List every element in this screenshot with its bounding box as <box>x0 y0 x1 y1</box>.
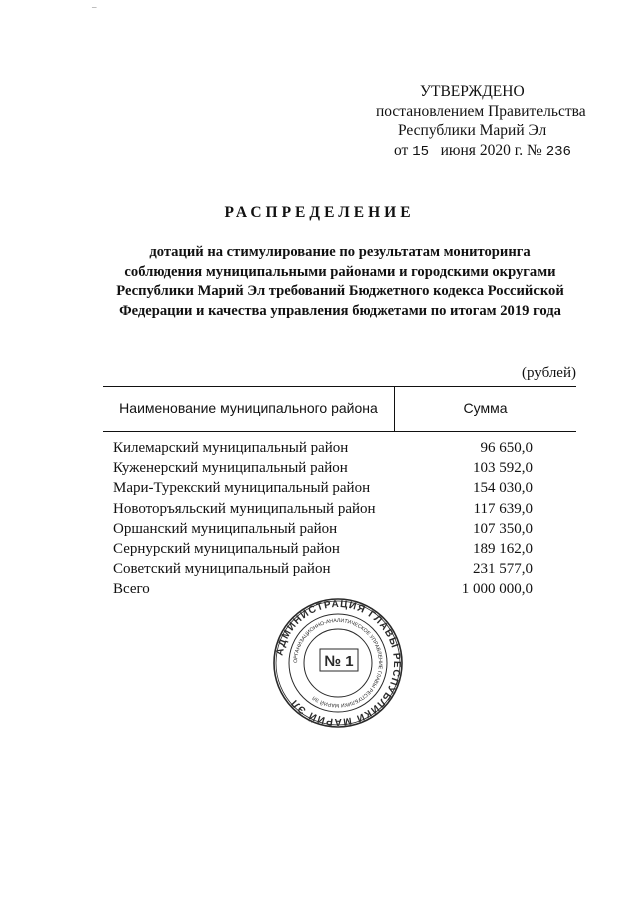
row-name: Куженерский муниципальный район <box>113 460 348 477</box>
approval-block <box>374 82 594 162</box>
official-stamp <box>272 598 404 728</box>
document-heading: РАСПРЕДЕЛЕНИЕ <box>224 204 415 221</box>
row-name: Сернурский муниципальный район <box>113 540 340 557</box>
document-subtitle <box>100 243 580 321</box>
table-row-total <box>113 579 533 599</box>
row-amount: 231 577,0 <box>473 561 533 578</box>
row-amount: 107 350,0 <box>473 520 533 537</box>
table-row <box>113 499 533 519</box>
table-body <box>113 438 533 600</box>
subtitle-line: соблюдения муниципальными районами и городскими округами <box>124 263 556 280</box>
row-name: Всего <box>113 581 150 598</box>
stamp-outer-text: АДМИНИСТРАЦИЯ ГЛАВЫ РЕСПУБЛИКИ МАРИЙ ЭЛ <box>274 598 403 728</box>
table-row <box>113 478 533 498</box>
approval-title: УТВЕРЖДЕНО <box>420 83 525 100</box>
row-name: Новоторъяльский муниципальный район <box>113 500 376 517</box>
approval-number: 236 <box>545 143 571 160</box>
row-amount: 103 592,0 <box>473 460 533 477</box>
units-label: (рублей) <box>521 365 576 381</box>
approval-date-text: июня 2020 г. № <box>440 141 542 159</box>
table-row <box>113 519 533 539</box>
row-name: Оршанский муниципальный район <box>113 520 338 537</box>
row-amount: 189 162,0 <box>473 540 533 557</box>
approval-date <box>374 141 594 163</box>
approval-date-prefix: от <box>394 141 409 159</box>
row-amount: 117 639,0 <box>473 500 533 517</box>
subtitle-line: Республики Марий Эл требований Бюджетного кодекса Российской <box>116 283 564 299</box>
row-name: Килемарский муниципальный район <box>113 440 349 456</box>
table-row <box>113 539 533 559</box>
corner-mark: – <box>92 2 97 12</box>
row-name: Мари-Турекский муниципальный район <box>113 480 371 497</box>
subtitle-line: Федерации и качества управления бюджетами по итогам 2019 года <box>119 302 561 319</box>
stamp-number: № 1 <box>324 653 354 670</box>
approval-resolution: постановлением Правительства <box>376 102 586 120</box>
table-row <box>113 559 533 579</box>
subtitle-line: дотаций на стимулирование по результатам мониторинга <box>149 244 531 260</box>
row-name: Советский муниципальный район <box>113 561 331 578</box>
approval-republic: Республики Марий Эл <box>398 122 547 139</box>
table-header <box>103 386 576 432</box>
table-row <box>113 458 533 478</box>
row-amount: 1 000 000,0 <box>461 581 533 598</box>
stamp-inner-text: ОРГАНИЗАЦИОННО-АНАЛИТИЧЕСКОЕ УПРАВЛЕНИЕ ГЛАВЫ РЕСПУБЛИКИ МАРИЙ ЭЛ <box>292 617 384 709</box>
row-amount: 96 650,0 <box>480 440 533 456</box>
table-row <box>113 438 533 458</box>
column-header-name: Наименование муниципального района <box>119 400 378 416</box>
approval-day: 15 <box>412 143 430 160</box>
row-amount: 154 030,0 <box>473 480 533 497</box>
column-header-amount: Сумма <box>463 400 508 416</box>
